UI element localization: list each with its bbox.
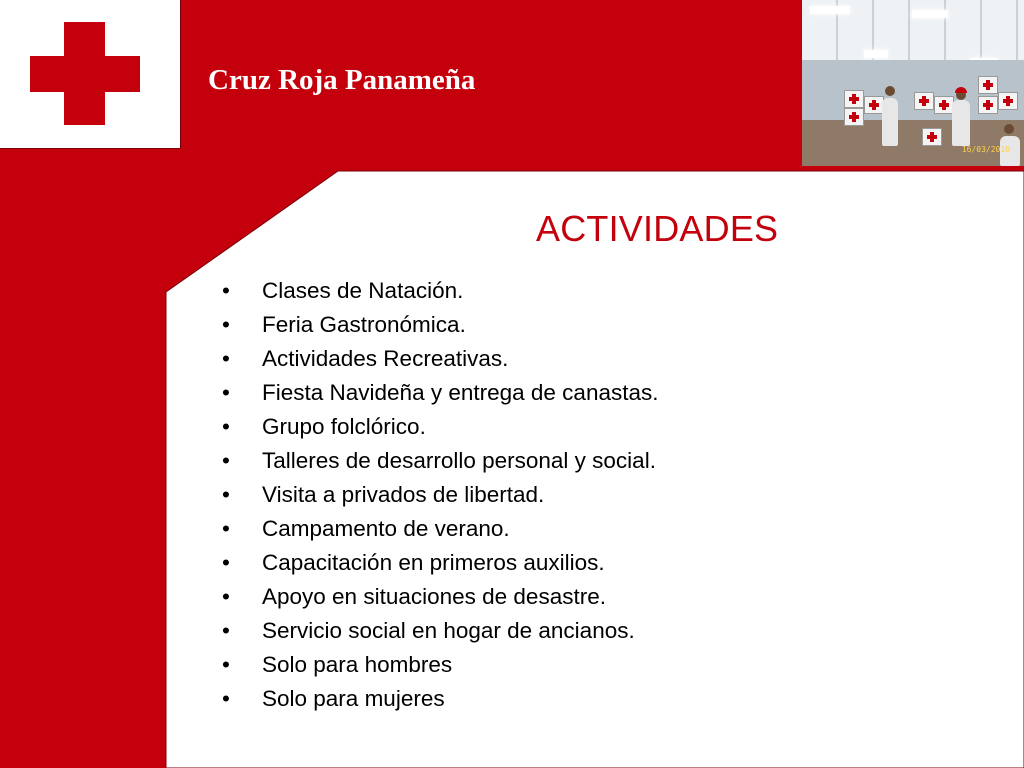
- list-item-text: Actividades Recreativas.: [262, 346, 509, 371]
- list-item: [222, 444, 659, 478]
- list-item: [222, 580, 659, 614]
- bullet: •: [222, 686, 230, 711]
- list-item-text: Feria Gastronómica.: [262, 312, 466, 337]
- bullet: •: [222, 482, 230, 507]
- organization-name: Cruz Roja Panameña: [208, 64, 476, 96]
- list-item: [222, 512, 659, 546]
- list-item-text: Grupo folclórico.: [262, 414, 426, 439]
- list-item: [222, 682, 659, 716]
- list-item-text: Fiesta Navideña y entrega de canastas.: [262, 380, 659, 405]
- photo-date-stamp: 16/03/2010: [961, 145, 1010, 154]
- list-item-text: Campamento de verano.: [262, 516, 510, 541]
- bullet: •: [222, 278, 230, 303]
- header-photo: [802, 0, 1024, 166]
- list-item: [222, 478, 659, 512]
- bullet: •: [222, 550, 230, 575]
- bullet: •: [222, 618, 230, 643]
- list-item-text: Solo para mujeres: [262, 686, 445, 711]
- list-item-text: Talleres de desarrollo personal y social.: [262, 448, 656, 473]
- list-item: [222, 614, 659, 648]
- list-item: [222, 342, 659, 376]
- section-title: ACTIVIDADES: [536, 208, 779, 249]
- list-item: [222, 648, 659, 682]
- list-item-text: Capacitación en primeros auxilios.: [262, 550, 605, 575]
- list-item-text: Servicio social en hogar de ancianos.: [262, 618, 635, 643]
- bullet: •: [222, 652, 230, 677]
- bullet: •: [222, 380, 230, 405]
- bullet: •: [222, 312, 230, 337]
- bullet: •: [222, 414, 230, 439]
- logo: [0, 0, 181, 149]
- list-item-text: Solo para hombres: [262, 652, 453, 677]
- list-item-text: Apoyo en situaciones de desastre.: [262, 584, 606, 609]
- list-item: [222, 274, 659, 308]
- list-item: [222, 546, 659, 580]
- list-item: [222, 410, 659, 444]
- bullet: •: [222, 584, 230, 609]
- list-item-text: Visita a privados de libertad.: [262, 482, 545, 507]
- bullet: •: [222, 448, 230, 473]
- list-item-text: Clases de Natación.: [262, 278, 464, 303]
- activities-list: [222, 274, 659, 716]
- bullet: •: [222, 346, 230, 371]
- list-item: [222, 308, 659, 342]
- list-item: [222, 376, 659, 410]
- bullet: •: [222, 516, 230, 541]
